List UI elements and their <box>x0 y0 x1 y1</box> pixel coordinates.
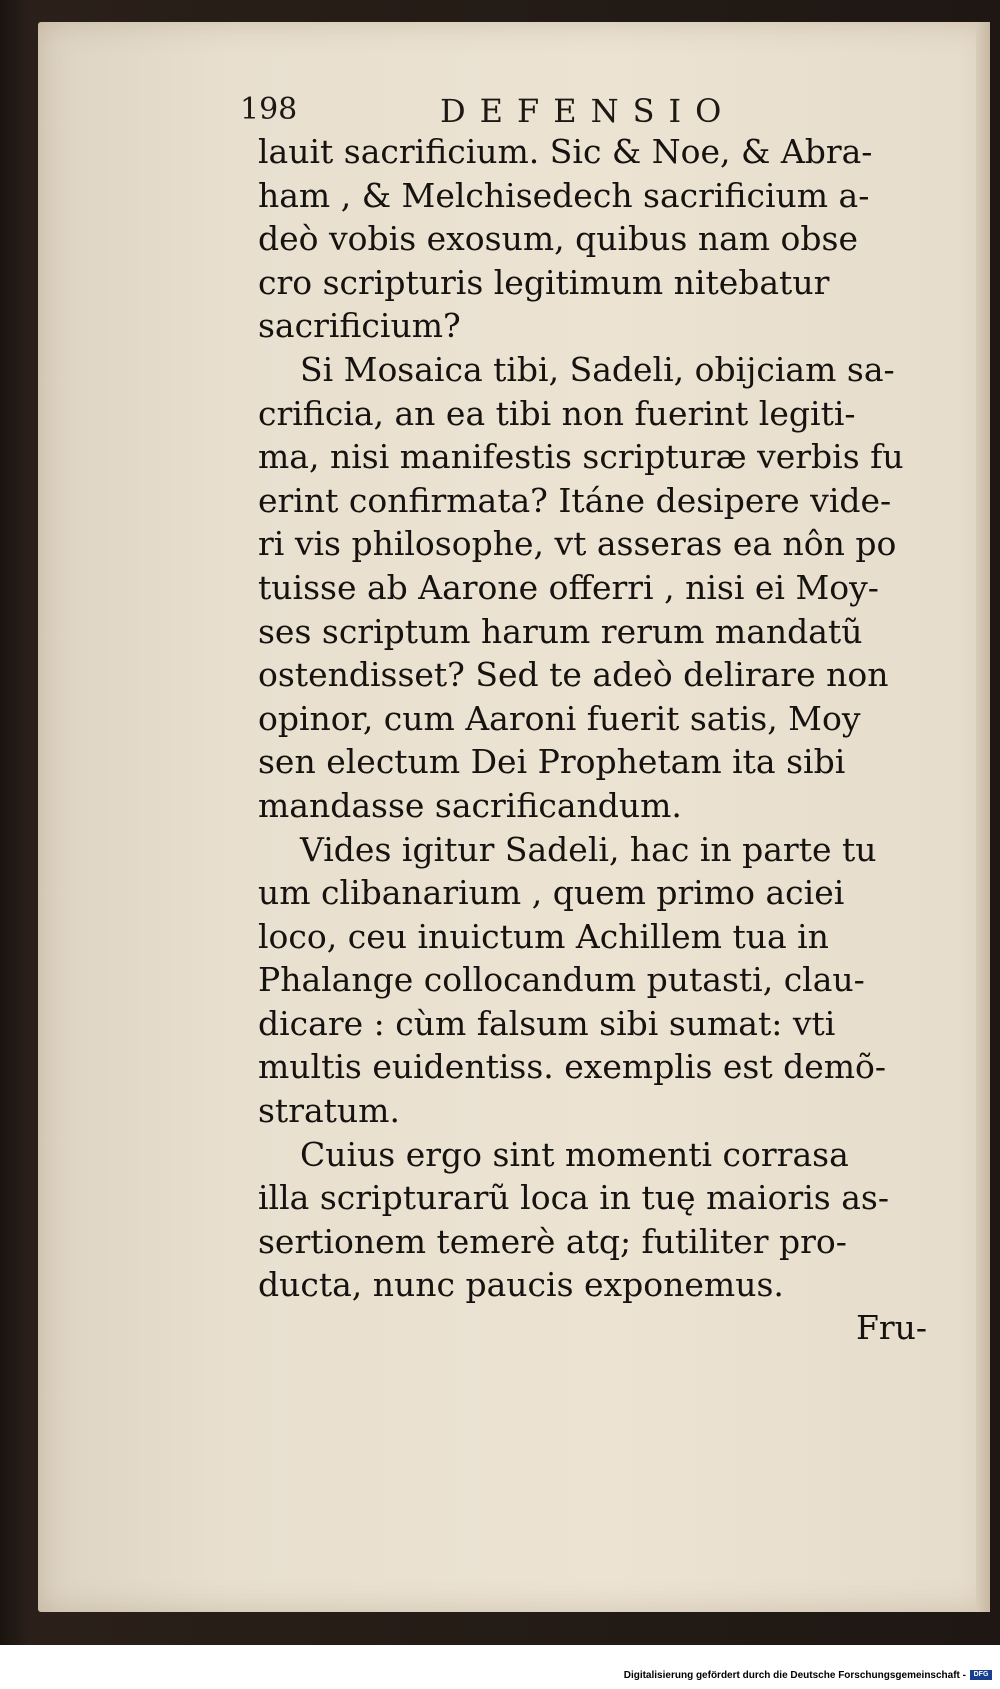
footer-bar <box>0 1645 1000 1689</box>
running-head <box>240 92 940 132</box>
running-title: DEFENSIO <box>440 92 736 130</box>
text-line: sacrificium? <box>258 306 461 346</box>
text-line: illa scripturarũ loca in tuę maioris as- <box>258 1178 889 1218</box>
text-line: ducta, nunc paucis exponemus. <box>258 1265 784 1305</box>
funding-credit: Digitalisierung gefördert durch die Deutsche Forschungsgemeinschaft - <box>623 1670 966 1681</box>
text-line: ses scriptum harum rerum mandatũ <box>258 611 863 651</box>
text-line: Si Mosaica tibi, Sadeli, obijciam sa- <box>300 349 895 389</box>
text-line: ri vis philosophe, vt asseras ea nôn po <box>258 524 897 564</box>
page-edge <box>976 22 990 1612</box>
page-number: 198 <box>240 92 298 127</box>
text-line: Cuius ergo sint momenti corrasa <box>300 1134 849 1174</box>
text-line: crificia, an ea tibi non fuerint legiti- <box>258 393 856 433</box>
catchword: Fru- <box>856 1308 928 1347</box>
text-line: sen electum Dei Prophetam ita sibi <box>258 742 846 782</box>
dfg-logo-icon: DFG <box>970 1670 992 1680</box>
text-line: ostendisset? Sed te adeò delirare non <box>258 655 889 695</box>
text-line: ham , & Melchisedech sacrificium a- <box>258 175 870 215</box>
text-line: um clibanarium , quem primo aciei <box>258 873 845 913</box>
body-text <box>258 130 904 1307</box>
text-line: stratum. <box>258 1091 400 1131</box>
text-line: loco, ceu inuictum Achillem tua in <box>258 916 829 956</box>
text-line: sertionem temerè atq; futiliter pro- <box>258 1221 847 1261</box>
text-line: multis euidentiss. exemplis est demõ- <box>258 1047 887 1087</box>
text-line: opinor, cum Aaroni fuerit satis, Moy <box>258 698 861 738</box>
text-line: Phalange collocandum putasti, clau- <box>258 960 865 1000</box>
text-line: cro scripturis legitimum nitebatur <box>258 262 830 302</box>
text-line: ma, nisi manifestis scripturæ verbis fu <box>258 437 904 477</box>
text-line: erint confirmata? Itáne desipere vide- <box>258 480 892 520</box>
text-line: dicare : cùm falsum sibi sumat: vti <box>258 1003 836 1043</box>
text-line: lauit sacrificium. Sic & Noe, & Abra- <box>258 132 873 171</box>
text-line: deò vobis exosum, quibus nam obse <box>258 219 858 259</box>
text-line: Vides igitur Sadeli, hac in parte tu <box>300 829 877 869</box>
text-line: tuisse ab Aarone offerri , nisi ei Moy- <box>258 567 879 607</box>
text-line: mandasse sacrificandum. <box>258 785 682 825</box>
